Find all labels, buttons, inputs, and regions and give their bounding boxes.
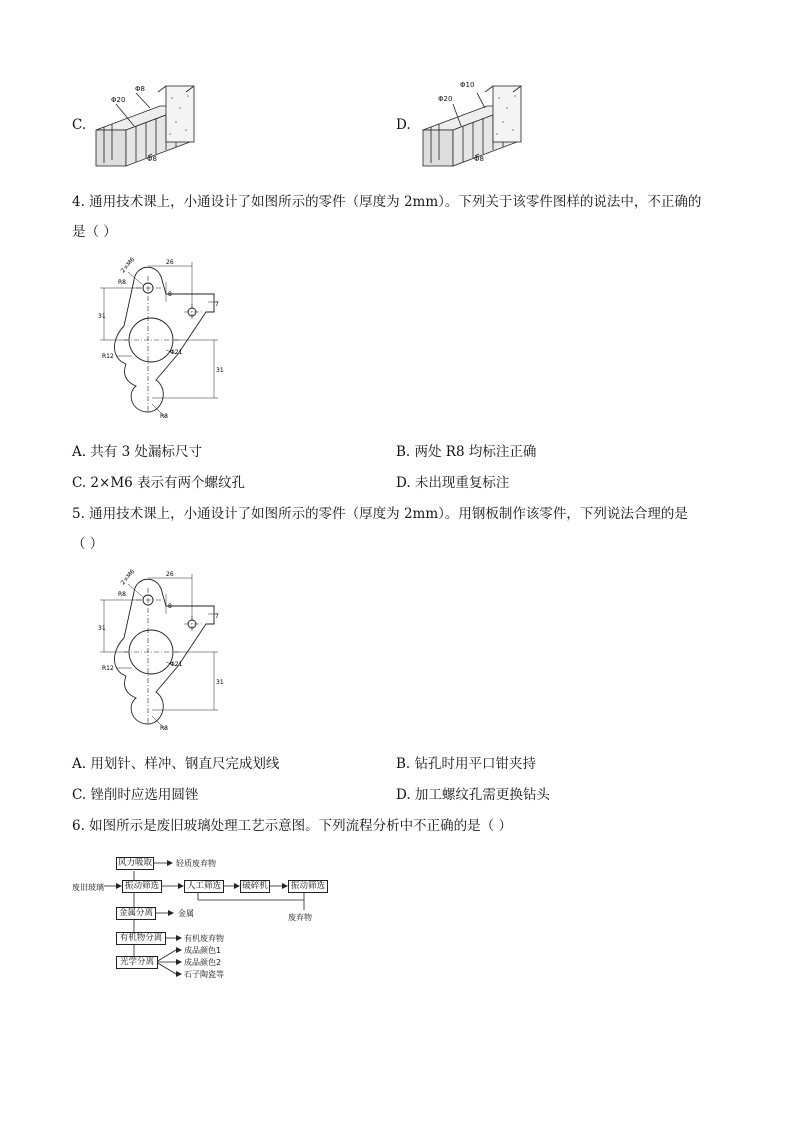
q5-option-c[interactable]: C. 锉削时应选用圆锉 bbox=[72, 787, 199, 803]
q6-stem: 6. 如图所示是废旧玻璃处理工艺示意图。下列流程分析中不正确的是（ ） bbox=[72, 818, 512, 834]
flow-box-metal-separation: 金属分离 bbox=[116, 907, 156, 920]
flow-box-optical-separation: 光学分离 bbox=[116, 956, 158, 969]
flow-ceramics: 石子陶瓷等 bbox=[184, 970, 224, 979]
dim-r8-bottom-label: R8 bbox=[160, 413, 168, 420]
dim-31-left-label: 31 bbox=[98, 313, 106, 320]
q5-stem-line1: 5. 通用技术课上，小通设计了如图所示的零件（厚度为 2mm）。用钢板制作该零件，下列说法合理的是 bbox=[72, 506, 688, 522]
flow-box-organic-separation: 有机物分离 bbox=[116, 932, 166, 945]
q4-part-drawing bbox=[96, 254, 236, 422]
dim-26-label: 26 bbox=[166, 259, 174, 266]
flow-box-wind: 风力吸取 bbox=[117, 858, 152, 868]
flow-box-crusher: 破碎机 bbox=[240, 880, 270, 893]
flow-box-vibration-1: 振动筛选 bbox=[122, 880, 162, 893]
q4-stem-line2: 是（ ） bbox=[72, 224, 117, 240]
q5-option-b[interactable]: B. 钻孔时用平口钳夹持 bbox=[396, 756, 537, 772]
dim-phi21-label: Φ21 bbox=[170, 661, 183, 668]
q4-option-b[interactable]: B. 两处 R8 均标注正确 bbox=[396, 444, 537, 460]
flow-metal: 金属 bbox=[178, 909, 194, 918]
q4-option-a[interactable]: A. 共有 3 处漏标尺寸 bbox=[72, 444, 203, 460]
q6-flow-diagram bbox=[72, 852, 342, 984]
q5-stem-line2: （ ） bbox=[72, 536, 104, 552]
option-d-dim-top: Φ10 bbox=[460, 81, 475, 89]
q4-stem-line1: 4. 通用技术课上，小通设计了如图所示的零件（厚度为 2mm）。下列关于该零件图样的说法中，不正确的 bbox=[72, 194, 702, 210]
option-c-dim-left: Φ20 bbox=[111, 96, 126, 104]
flow-product-color-1: 成品颜色1 bbox=[184, 946, 222, 955]
dim-7-label: 7 bbox=[215, 301, 219, 308]
dim-7-label: 7 bbox=[215, 613, 219, 620]
dim-8-label: 8 bbox=[168, 603, 172, 610]
option-d-letter[interactable]: D. bbox=[396, 117, 411, 133]
flow-product-color-2: 成品颜色2 bbox=[184, 958, 222, 967]
dim-r8-bottom-label: R8 bbox=[160, 725, 168, 732]
dim-2m6-label: 2×M6 bbox=[119, 568, 137, 587]
dim-31-right-label: 31 bbox=[216, 679, 224, 686]
flow-organic-waste: 有机废弃物 bbox=[184, 934, 224, 943]
dim-31-right-label: 31 bbox=[216, 367, 224, 374]
q4-option-c[interactable]: C. 2×M6 表示有两个螺纹孔 bbox=[72, 475, 246, 491]
dim-2m6-label: 2×M6 bbox=[119, 256, 137, 275]
option-c-dim-top: Φ8 bbox=[135, 85, 145, 93]
flow-box-manual: 人工筛选 bbox=[184, 880, 224, 893]
q5-part-drawing bbox=[96, 566, 236, 734]
option-c-letter[interactable]: C. bbox=[72, 117, 87, 133]
option-d-beam-figure bbox=[417, 78, 529, 170]
option-c-dim-bottom: Φ8 bbox=[147, 155, 157, 163]
q4-option-d[interactable]: D. 未出现重复标注 bbox=[396, 475, 510, 491]
dim-r12-label: R12 bbox=[102, 353, 114, 360]
dim-phi21-label: Φ21 bbox=[170, 349, 183, 356]
flow-light-waste: 轻质废弃物 bbox=[176, 859, 216, 868]
dim-8-label: 8 bbox=[168, 291, 172, 298]
dim-r8-top-label: R8 bbox=[118, 279, 126, 286]
option-d-dim-bottom: Φ8 bbox=[474, 155, 484, 163]
option-d-dim-left: Φ20 bbox=[438, 95, 453, 103]
dim-31-left-label: 31 bbox=[98, 625, 106, 632]
dim-r8-top-label: R8 bbox=[118, 591, 126, 598]
q5-option-d[interactable]: D. 加工螺纹孔需更换钻头 bbox=[396, 787, 550, 803]
flow-input: 废旧玻璃 bbox=[72, 883, 104, 892]
flow-waste: 废弃物 bbox=[288, 913, 312, 922]
flow-box-vibration-2: 振动筛选 bbox=[288, 880, 328, 893]
option-c-beam-figure bbox=[90, 78, 202, 170]
dim-r12-label: R12 bbox=[102, 665, 114, 672]
dim-26-label: 26 bbox=[166, 571, 174, 578]
q5-option-a[interactable]: A. 用划针、样冲、钢直尺完成划线 bbox=[72, 756, 280, 772]
